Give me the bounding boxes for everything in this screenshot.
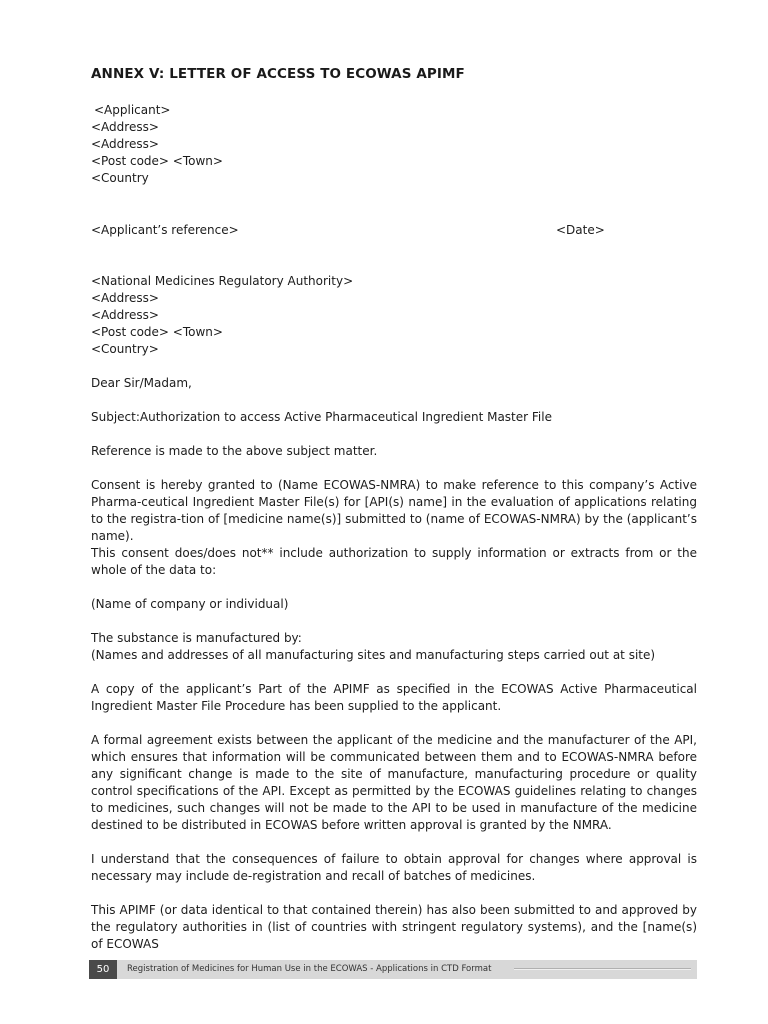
applicant-reference: <Applicant’s reference> <box>91 223 239 237</box>
footer-title: Registration of Medicines for Human Use in the ECOWAS - Applications in CTD Format <box>127 964 492 974</box>
footer-divider <box>514 968 691 970</box>
letter-date: <Date> <box>556 223 605 237</box>
subject-line: Subject:Authorization to access Active Pharmaceutical Ingredient Master File <box>91 410 552 424</box>
page-number: 50 <box>89 960 117 979</box>
paragraph-consent: Consent is hereby granted to (Name ECOWAS-NMRA) to make reference to this company’s Active Pharma-ceutical Ingredient Master File(s) for [API(s) name] in the evaluation of applications relating to the registra-tion of [medicine name(s)] submitted to (name of ECOWAS-NMRA) by the (applicant’s name). <box>91 478 697 543</box>
authority-line: <National Medicines Regulatory Authority> <box>91 274 354 288</box>
applicant-line: <Applicant> <box>94 103 171 117</box>
applicant-postcode-line: <Post code> <Town> <box>91 154 223 168</box>
salutation: Dear Sir/Madam, <box>91 376 192 390</box>
paragraph-consent-scope: This consent does/does not** include authorization to supply information or extracts from or the whole of the data to: <box>91 546 697 577</box>
applicant-address-line: <Address> <box>91 120 159 134</box>
authority-address-line: <Address> <box>91 291 159 305</box>
authority-address-line: <Address> <box>91 308 159 322</box>
authority-country-line: <Country> <box>91 342 159 356</box>
annex-heading: ANNEX V: LETTER OF ACCESS TO ECOWAS APIMF <box>91 66 465 82</box>
paragraph-apimf-copy: A copy of the applicant’s Part of the APIMF as specified in the ECOWAS Active Pharmaceutical Ingredient Master File Procedure has been supplied to the applicant. <box>91 682 697 713</box>
paragraph-manufactured-by: The substance is manufactured by: <box>91 631 302 645</box>
page-footer <box>89 960 697 979</box>
paragraph-consequences: I understand that the consequences of failure to obtain approval for changes where approval is necessary may include de-registration and recall of batches of medicines. <box>91 852 697 883</box>
paragraph-formal-agreement: A formal agreement exists between the applicant of the medicine and the manufacturer of the API, which ensures that information will be communicated between them and to ECOWAS-NMRA before any significant change is made to the site of manufacture, manufacturing procedure or quality control specifications of the API. Except as permitted by the ECOWAS guidelines relating to changes to medicines, such changes will not be made to the API to be used in manufacture of the medicine destined to be distributed in ECOWAS before written approval is granted by the NMRA. <box>91 733 697 832</box>
authority-postcode-line: <Post code> <Town> <box>91 325 223 339</box>
applicant-country-line: <Country <box>91 171 149 185</box>
paragraph-apimf-submission: This APIMF (or data identical to that contained therein) has also been submitted to and approved by the regulatory authorities in (list of countries with stringent regulatory systems), and the [name(s) of ECOWAS <box>91 903 697 951</box>
applicant-address-line: <Address> <box>91 137 159 151</box>
paragraph-company-name: (Name of company or individual) <box>91 597 289 611</box>
paragraph-manufacturing-sites: (Names and addresses of all manufacturing sites and manufacturing steps carried out at site) <box>91 648 656 662</box>
paragraph-reference: Reference is made to the above subject matter. <box>91 444 378 458</box>
